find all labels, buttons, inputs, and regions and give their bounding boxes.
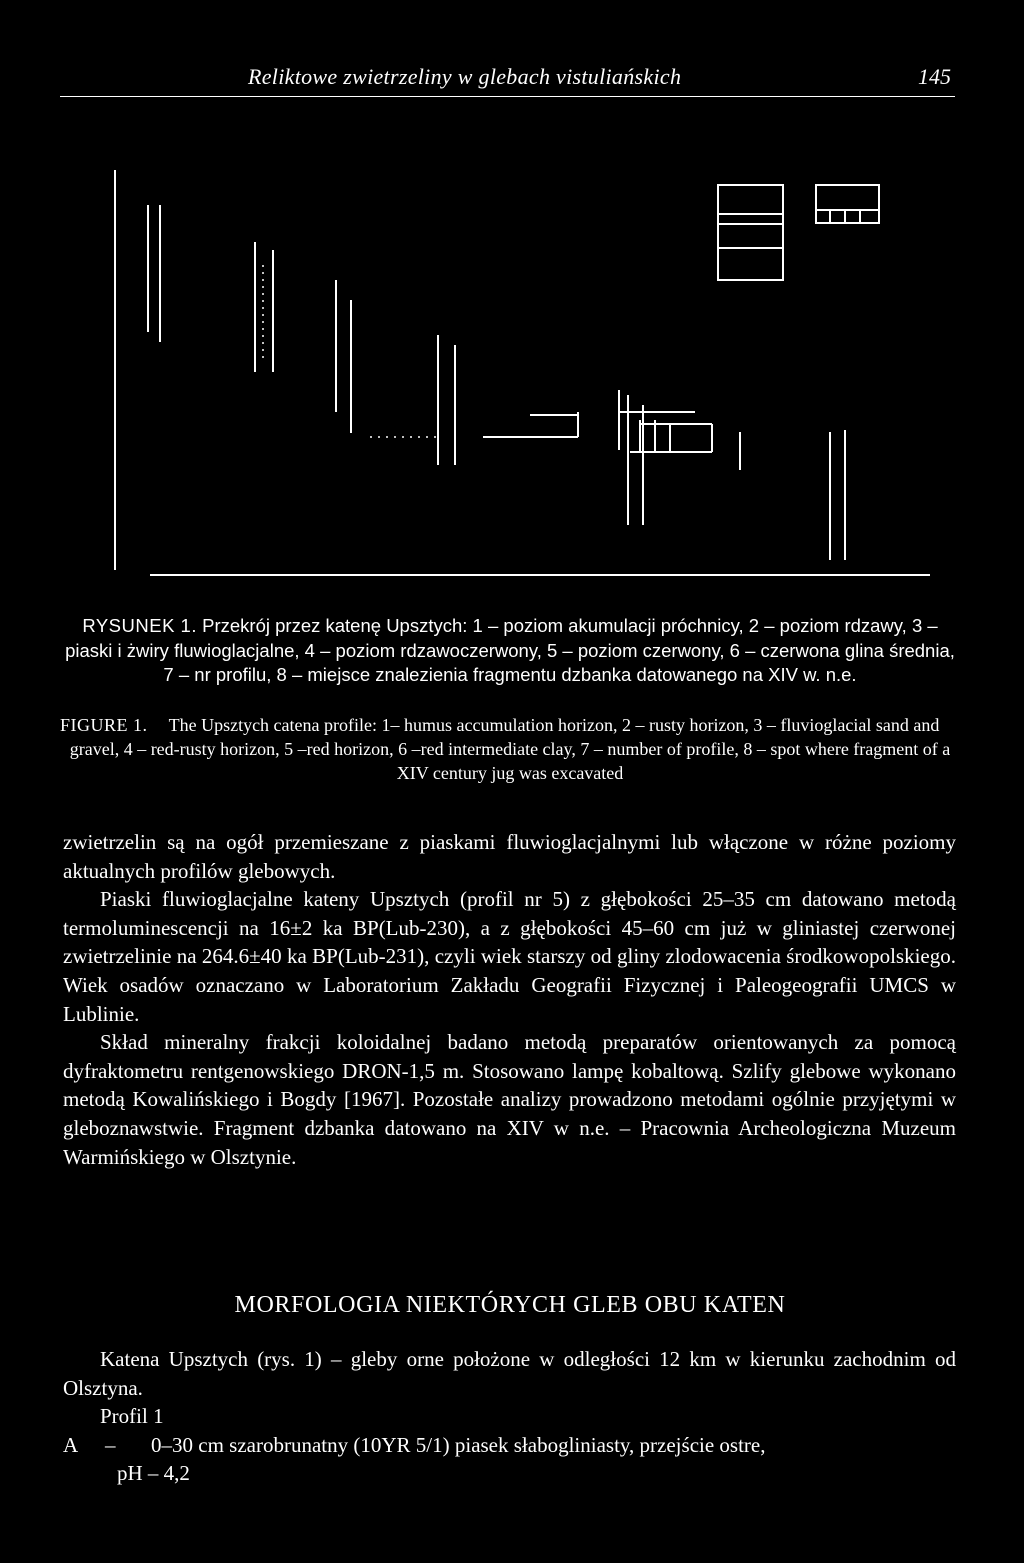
- section-body: [63, 1345, 956, 1488]
- figure-caption-polish: [60, 614, 960, 688]
- catena-profile-figure: [100, 150, 940, 590]
- running-header: [60, 62, 955, 97]
- profile-1-marker: [148, 205, 160, 342]
- caption-en-label: FIGURE 1.: [60, 715, 148, 735]
- profile-3-marker: [336, 280, 351, 433]
- cross-section-outline: [483, 390, 712, 452]
- body-paragraph: Skład mineralny frakcji koloidalnej badano metodą preparatów orientowanych za pomocą dyfraktometru rentgenowskiego DRON-1,5 m. Stosowano lampę kobaltową. Szlify glebowe wykonano metodą Kowalińskiego i Bogdy [1967]. Pozostałe analizy prowadzono metodami ogólnie przyjętymi w gleboznawstwie. Fragment dzbanka datowano na XIV w n.e. – Pracownia Archeologiczna Muzeum Warmińskiego w Olsztynie.: [63, 1030, 956, 1169]
- horizon-ph: pH – 4,2: [117, 1461, 190, 1486]
- legend-box-stacked: [718, 185, 783, 280]
- section-heading: MORFOLOGIA NIEKTÓRYCH GLEB OBU KATEN: [234, 1292, 786, 1318]
- legend-box-segmented: [816, 185, 879, 223]
- caption-pl-text: Przekrój przez katenę Upsztych: 1 – poziom akumulacji próchnicy, 2 – poziom rdzawy, 3 – piaski i żwiry fluwioglacjalne, 4 – poziom rdzawoczerwony, 5 – poziom czerwony, 6 – czerwona glina średnia, 7 – nr profilu, 8 – miejsce znalezienia fragmentu dzbanka datowanego na XIV w. n.e.: [65, 615, 955, 685]
- horizon-description: 0–30 cm szarobrunatny (10YR 5/1) piasek słabogliniasty, przejście ostre,: [151, 1432, 766, 1457]
- profile-6-marker: [830, 430, 845, 560]
- body-text: [63, 828, 956, 1171]
- profile-label: Profil 1: [100, 1404, 164, 1429]
- horizon-code: A: [63, 1432, 79, 1457]
- figure-caption-english: [60, 713, 960, 785]
- caption-en-text: The Upsztych catena profile: 1– humus accumulation horizon, 2 – rusty horizon, 3 – fluvioglacial sand and gravel, 4 – red-rusty horizon, 5 –red horizon, 6 –red intermediate clay, 7 – number of profile, 8 – spot where fragment of a XIV century jug was excavated: [69, 715, 951, 783]
- horizon-entry: [63, 1431, 956, 1488]
- caption-pl-label: RYSUNEK 1.: [82, 615, 197, 636]
- profile-4-marker: [438, 335, 455, 465]
- profile-5-marker: [628, 395, 643, 525]
- horizon-dash: –: [105, 1432, 116, 1457]
- profile-2-marker: [255, 242, 273, 372]
- body-paragraph: zwietrzelin są na ogół przemieszane z piaskami fluwioglacjalnymi lub włączone w różne poziomy aktualnych profilów glebowych.: [63, 830, 956, 883]
- running-title: Reliktowe zwietrzeliny w glebach vistuliańskich: [248, 64, 682, 89]
- body-paragraph: Piaski fluwioglacjalne kateny Upsztych (profil nr 5) z głębokości 25–35 cm datowano metodą termoluminescencji na 16±2 ka BP(Lub-230), a z głębokości 45–60 cm już w gliniastej czerwonej zwietrzelinie na 264.6±40 ka BP(Lub-231), czyli wiek starszy od gliny zlodowacenia środkowopolskiego. Wiek osadów oznaczano w Laboratorium Zakładu Geografii Fizycznej i Paleogeografii UMCS w Lublinie.: [63, 887, 956, 1026]
- section-intro: Katena Upsztych (rys. 1) – gleby orne położone w odległości 12 km w kierunku zachodnim od Olsztyna.: [63, 1347, 956, 1400]
- page-number: 145: [918, 64, 951, 89]
